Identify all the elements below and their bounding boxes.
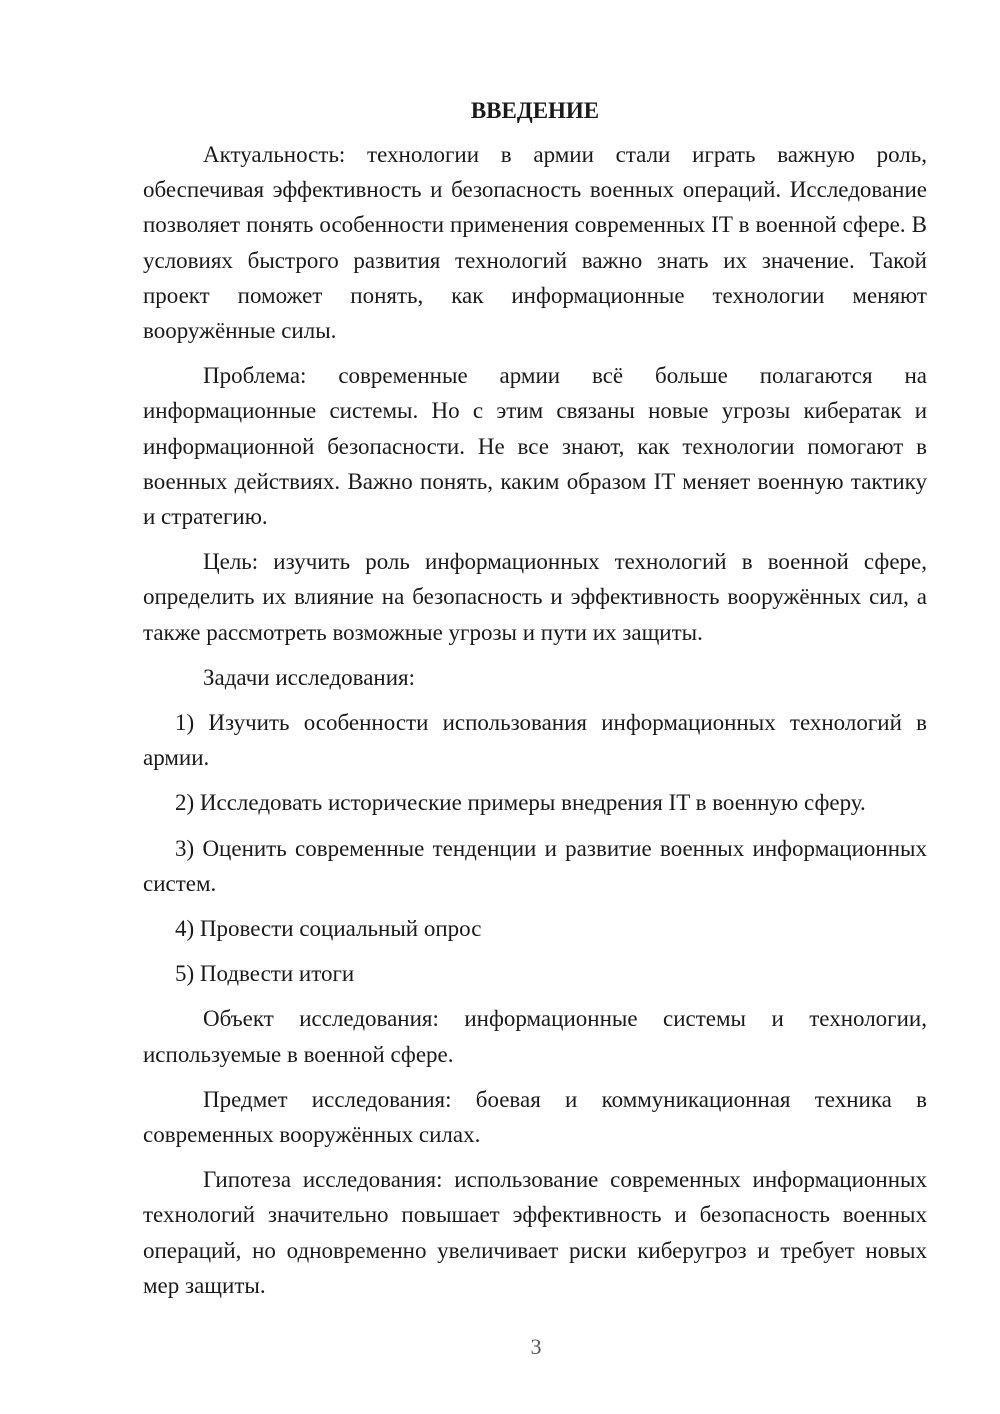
relevance-paragraph: Актуальность: технологии в армии стали играть важную роль, обеспечивая эффективность и безопасность военных операций. Исследование позволяет понять особенности применения современных IT в военной сфере. В условиях быстрого развития технологий важно знать их значение. Такой проект поможет понять, как информационные технологии меняют вооружённые силы. bbox=[143, 142, 927, 344]
hypothesis-paragraph: Гипотеза исследования: использование современных информационных технологий значительно повышает эффективность и безопасность военных операций, но одновременно увеличивает риски киберугроз и требует новых мер защиты. bbox=[143, 1167, 927, 1298]
tasks-intro: Задачи исследования: bbox=[203, 664, 416, 690]
task-item-3: 3) Оценить современные тенденции и развитие военных информационных систем. bbox=[143, 835, 927, 896]
subject-paragraph: Предмет исследования: боевая и коммуникационная техника в современных вооружённых силах. bbox=[143, 1086, 927, 1148]
page-content bbox=[143, 95, 927, 1303]
page-number: 3 bbox=[530, 1334, 542, 1359]
task-item-4: 4) Провести социальный опрос bbox=[175, 916, 482, 942]
section-heading: ВВЕДЕНИЕ bbox=[470, 98, 600, 123]
object-paragraph: Объект исследования: информационные системы и технологии, используемые в военной сфере. bbox=[143, 1006, 927, 1067]
task-item-5: 5) Подвести итоги bbox=[175, 961, 355, 987]
problem-paragraph: Проблема: современные армии всё больше полагаются на информационные системы. Но с этим связаны новые угрозы кибератак и информационной безопасности. Не все знают, как технологии помогают в военных действиях. Важно понять, каким образом IT меняет военную тактику и стратегию. bbox=[143, 363, 927, 530]
task-item-2: 2) Исследовать исторические примеры внедрения IT в военную сферу. bbox=[175, 790, 866, 816]
goal-paragraph: Цель: изучить роль информационных технологий в военной сфере, определить их влияние на безопасность и эффективность вооружённых сил, а также рассмотреть возможные угрозы и пути их защиты. bbox=[143, 549, 927, 645]
task-item-1: 1) Изучить особенности использования информационных технологий в армии. bbox=[143, 710, 927, 771]
